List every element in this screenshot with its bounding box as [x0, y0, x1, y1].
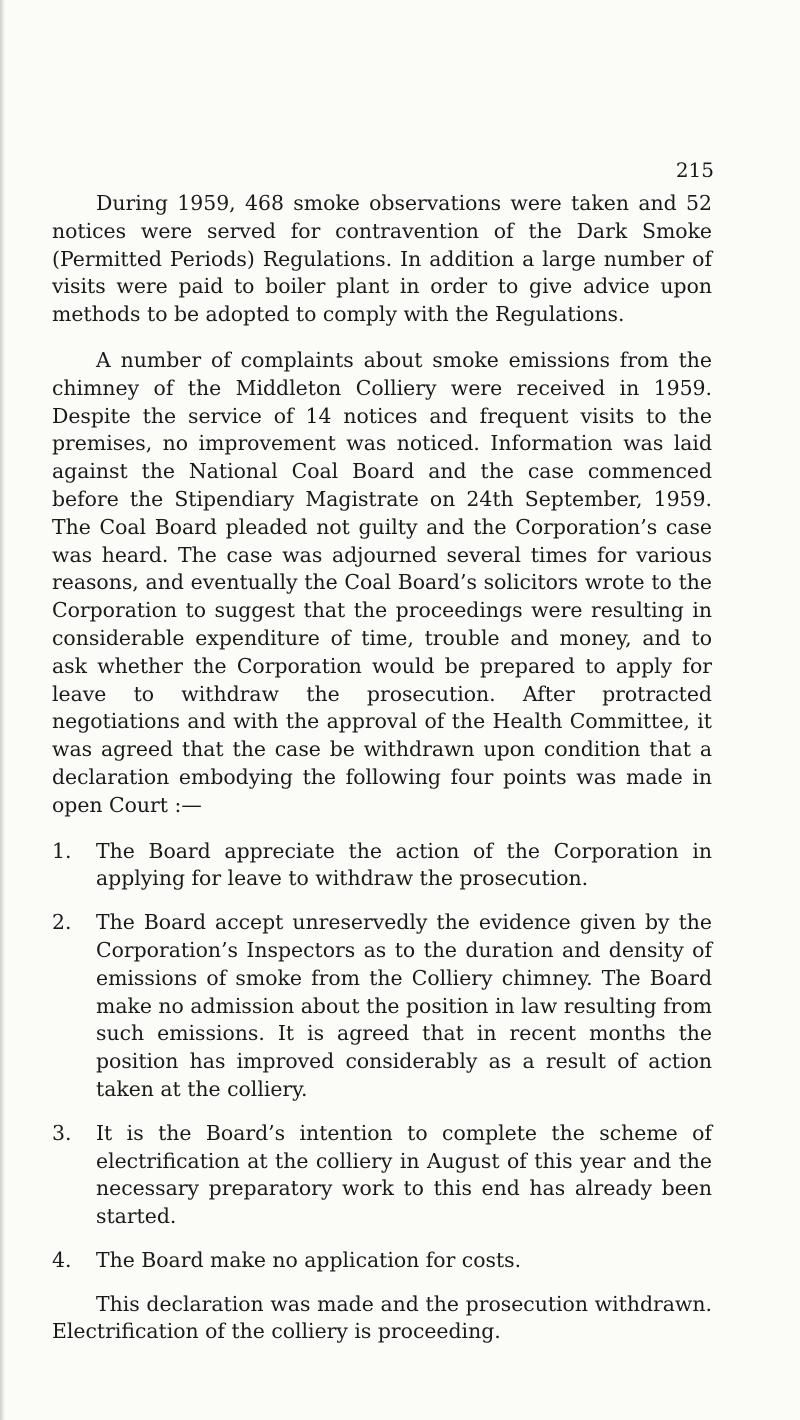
list-item-number: 3. [52, 1120, 72, 1145]
list-item [52, 1120, 712, 1231]
document-page [52, 150, 712, 1346]
list-item [52, 838, 712, 894]
declaration-points-list [52, 838, 712, 1275]
paragraph-middleton-colliery: A number of complaints about smoke emissions from the chimney of the Middleton Colliery were received in 1959. Despite the service of 14 notices and frequent visits to the premises, no improvement was noticed. Information was laid against the National Coal Board and the case commenced before the Stipendiary Magistrate on 24th September, 1959. The Coal Board pleaded not guilty and the Corporation’s case was heard. The case was adjourned several times for various reasons, and eventually the Coal Board’s solicitors wrote to the Corporation to suggest that the proceedings were resulting in considerable expenditure of time, trouble and money, and to ask whether the Corporation would be prepared to apply for leave to withdraw the prosecution. After protracted negotiations and with the approval of the Health Committee, it was agreed that the case be withdrawn upon condition that a declaration embodying the following four points was made in open Court :— [52, 347, 712, 817]
list-item [52, 909, 712, 1104]
page-number: 215 [675, 158, 714, 182]
list-item-text: It is the Board’s intention to complete the scheme of electrification at the colliery in August of this year and the necessary preparatory work to this end has already been started. [96, 1120, 712, 1229]
list-item-text: The Board make no application for costs. [96, 1247, 522, 1272]
list-item-text: The Board accept unreservedly the evidence given by the Corporation’s Inspectors as to the duration and density of emissions of smoke from the Colliery chimney. The Board make no admission about the position in law resulting from such emissions. It is agreed that in recent months the position has improved considerably as a result of action taken at the colliery. [96, 910, 712, 1101]
paragraph-closing: This declaration was made and the prosecution withdrawn. Electrification of the colliery is proceeding. [52, 1291, 712, 1344]
list-item-number: 1. [52, 838, 72, 863]
list-item-text: The Board appreciate the action of the Corporation in applying for leave to withdraw the prosecution. [96, 838, 712, 891]
list-item-number: 4. [52, 1247, 72, 1272]
list-item [52, 1247, 712, 1275]
page-binding-edge [0, 0, 5, 1420]
list-item-number: 2. [52, 910, 72, 935]
paragraph-smoke-observations: During 1959, 468 smoke observations were taken and 52 notices were served for contravention of the Dark Smoke (Permitted Periods) Regulations. In addition a large number of visits were paid to boiler plant in order to give advice upon methods to be adopted to comply with the Regulations. [52, 191, 712, 327]
